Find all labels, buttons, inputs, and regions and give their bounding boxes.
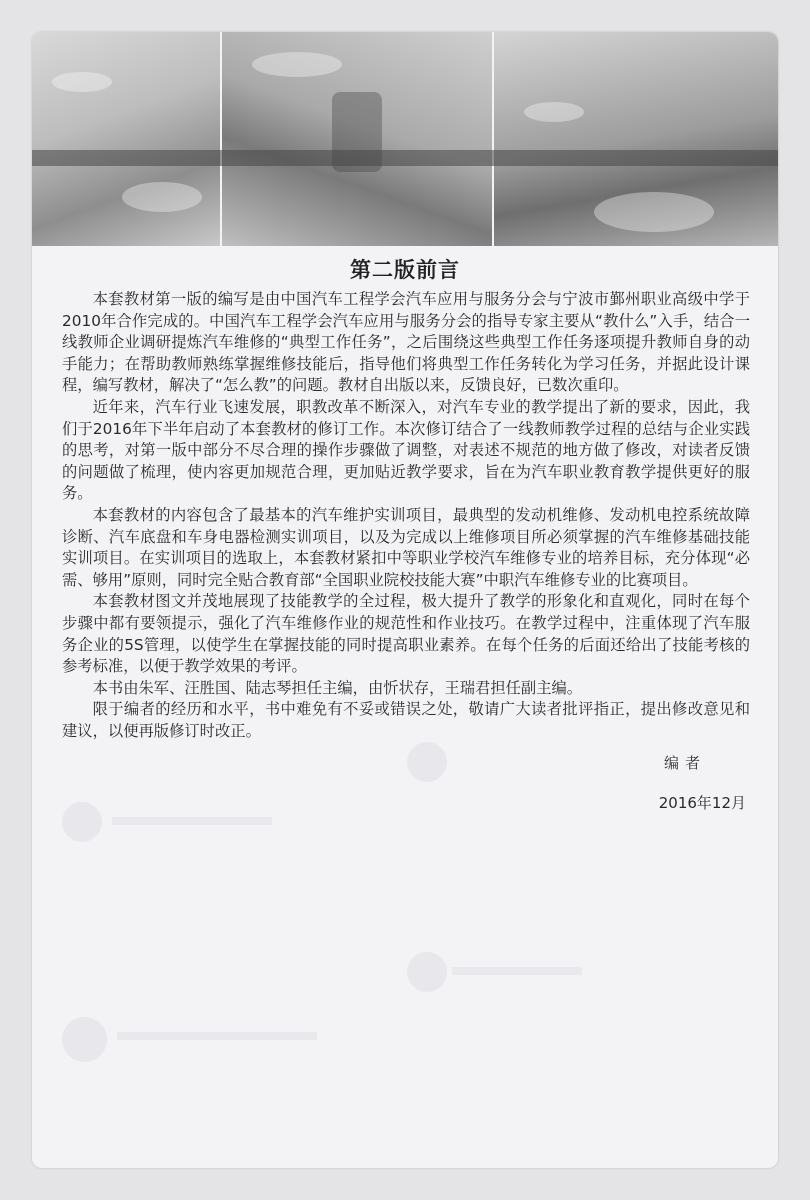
paragraph: 本套教材第一版的编写是由中国汽车工程学会汽车应用与服务分会与宁波市鄞州职业高级中学于2010年合作完成的。中国汽车工程学会汽车应用与服务分会的指导专家主要从“教什么”入手，结合一线教师企业调研提炼汽车维修的“典型工作任务”，之后围绕这些典型工作任务逐项提升教师自身的动手能力；在帮助教师熟练掌握维修技能后，指导他们将典型工作任务转化为学习任务，并据此设计课程，编写教材，解决了“怎么教”的问题。教材自出版以来，反馈良好，已数次重印。 — [62, 290, 750, 395]
preface-body — [62, 289, 750, 742]
paragraph: 限于编者的经历和水平，书中难免有不妥或错误之处，敬请广大读者批评指正，提出修改意见和建议，以便再版修订时改正。 — [62, 700, 750, 740]
watermark-line — [452, 967, 582, 975]
watermark-line — [117, 1032, 317, 1040]
paragraph: 近年来，汽车行业飞速发展，职教改革不断深入，对汽车专业的教学提出了新的要求，因此，我们于2016年下半年启动了本套教材的修订工作。本次修订结合了一线教师教学过程的总结与企业实践的思考，对第一版中部分不尽合理的操作步骤做了调整，对表述不规范的地方做了修改，对读者反馈的问题做了梳理，使内容更加规范合理，更加贴近教学要求，旨在为汽车职业教育教学提供更好的服务。 — [62, 397, 750, 503]
photo-socket-tool — [222, 32, 492, 246]
paragraph: 本套教材图文并茂地展现了技能教学的全过程，极大提升了教学的形象化和直观化，同时在每个步骤中都有要领提示，强化了汽车维修作业的规范性和作业技巧。在教学过程中，注重体现了汽车服务企业的5S管理，以使学生在掌握技能的同时提高职业素养。在每个任务的后面还给出了技能考核的参考标准，以便于教学效果的考评。 — [62, 592, 750, 676]
photo-hands-pliers — [494, 32, 778, 246]
watermark-circle — [407, 952, 447, 992]
paragraph: 本书由朱军、汪胜国、陆志琴担任主编，由忻状存，王瑞君担任副主编。 — [92, 678, 583, 697]
watermark-circle — [407, 742, 447, 782]
author-signature: 编者 — [663, 754, 706, 772]
paragraph: 本套教材的内容包含了最基本的汽车维护实训项目，最典型的发动机维修、发动机电控系统故障诊断、汽车底盘和车身电器检测实训项目，以及为完成以上维修项目所必须掌握的汽车维修基础技能实训项目。在实训项目的选取上，本套教材紧扣中等职业学校汽车维修专业的培养目标，充分体现“必需、够用”原则，同时完全贴合教育部“全国职业院校技能大赛”中职汽车维修专业的比赛项目。 — [62, 505, 750, 589]
preface-date: 2016年12月 — [658, 794, 746, 812]
header-photo-banner — [32, 32, 778, 246]
watermark-circle — [62, 802, 102, 842]
book-page — [32, 32, 778, 1168]
photo-pliers — [32, 32, 220, 246]
watermark-line — [112, 817, 272, 825]
banner-stripe — [32, 150, 778, 166]
page-title: 第二版前言 — [350, 258, 460, 282]
watermark-circle — [62, 1017, 107, 1062]
